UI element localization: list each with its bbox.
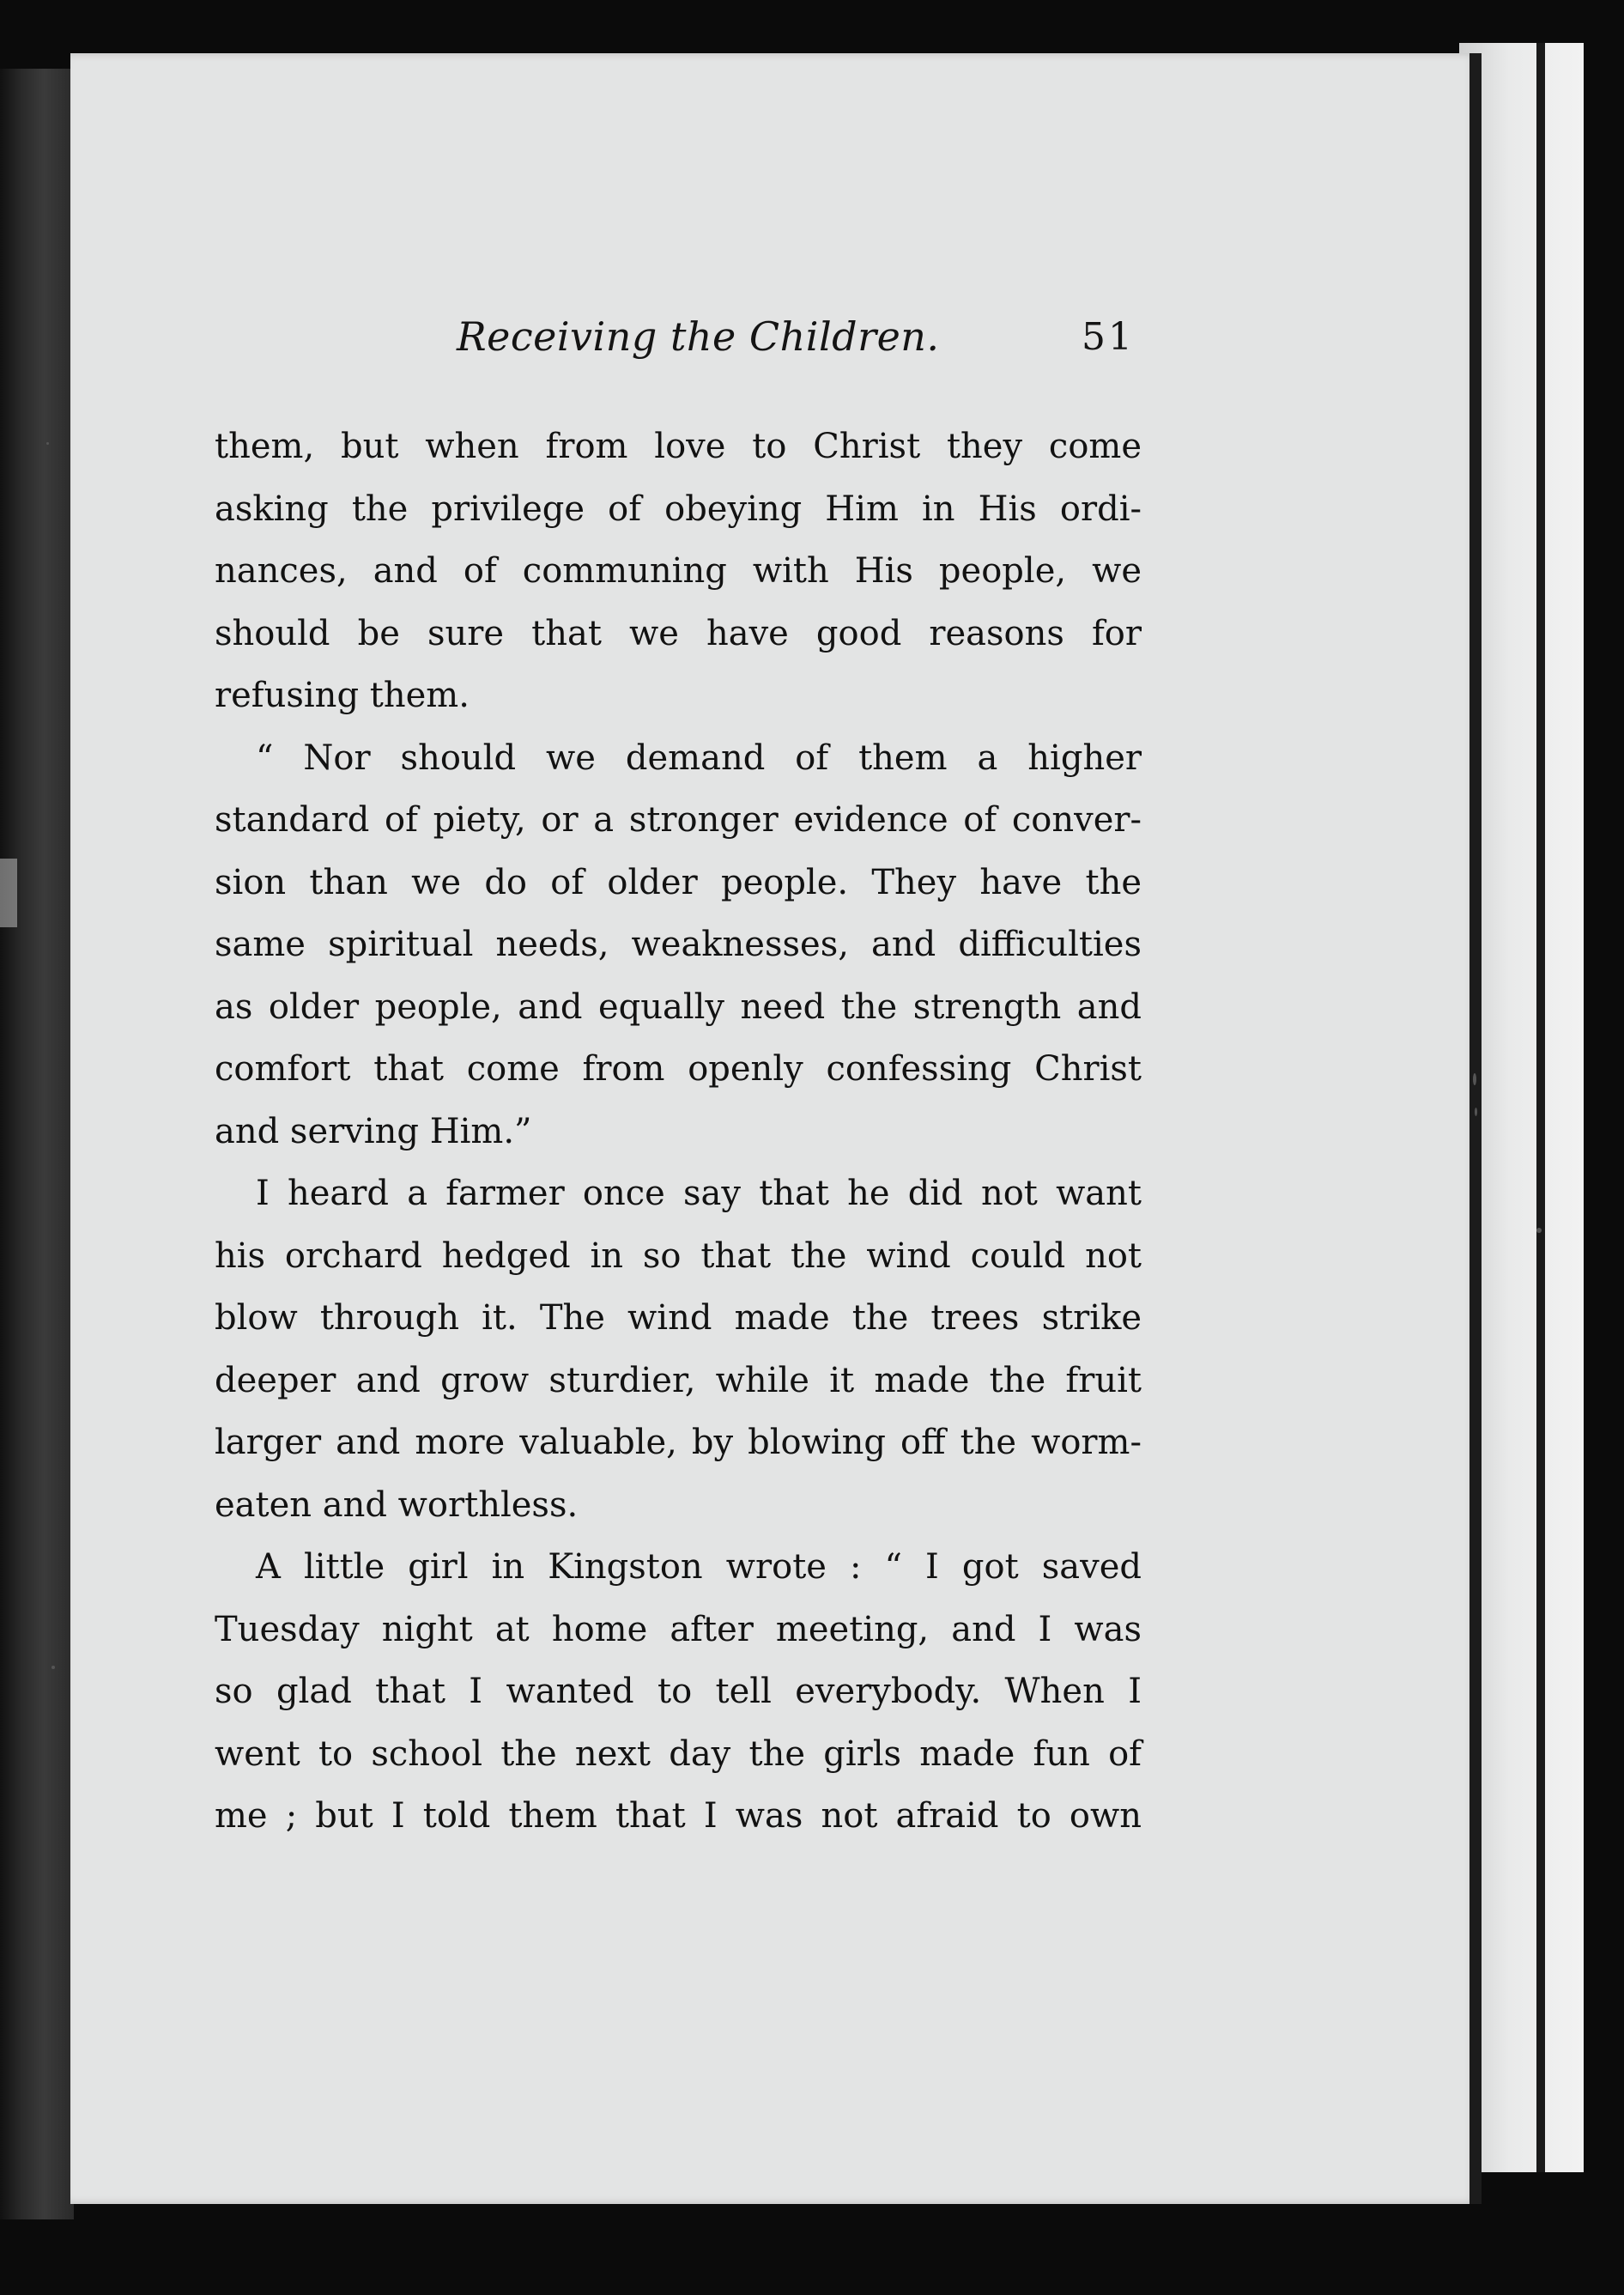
- speck: [1475, 1108, 1477, 1116]
- speck: [1536, 1228, 1542, 1233]
- text-line: went to school the next day the girls made fun of: [215, 1733, 1142, 1774]
- text-line: Tuesday night at home after meeting, and I was: [215, 1609, 1142, 1649]
- running-head-title: Receiving the Children.: [457, 313, 940, 360]
- text-line: as older people, and equally need the strength and: [215, 987, 1142, 1027]
- speck: [46, 442, 49, 445]
- text-line: I heard a farmer once say that he did not want: [256, 1174, 1142, 1213]
- facing-page-sliver: [0, 859, 17, 927]
- running-header: [0, 313, 1624, 373]
- speck: [52, 1666, 55, 1669]
- body-text: [215, 416, 1142, 1848]
- text-line: asking the privilege of obeying Him in His ordi-: [215, 489, 1142, 529]
- text-line: deeper and grow sturdier, while it made the fruit: [215, 1360, 1142, 1400]
- text-line: should be sure that we have good reasons for: [215, 613, 1142, 653]
- text-line: larger and more valuable, by blowing off the worm-: [215, 1423, 1142, 1462]
- text-line: eaten and worthless.: [215, 1484, 579, 1525]
- text-line: nances, and of communing with His people, we: [215, 551, 1142, 591]
- text-line: “ Nor should we demand of them a higher: [256, 738, 1142, 778]
- text-line: A little girl in Kingston wrote : “ I got saved: [256, 1547, 1142, 1587]
- text-line: his orchard hedged in so that the wind could not: [215, 1236, 1142, 1276]
- text-line: comfort that come from openly confessing Christ: [215, 1049, 1142, 1089]
- speck: [1473, 1073, 1476, 1085]
- text-line: refusing them.: [215, 676, 470, 715]
- text-line: so glad that I wanted to tell everybody. When I: [215, 1672, 1142, 1711]
- text-line: them, but when from love to Christ they come: [215, 427, 1142, 466]
- text-line: same spiritual needs, weaknesses, and difficulties: [215, 925, 1142, 964]
- text-line: blow through it. The wind made the trees strike: [215, 1298, 1142, 1338]
- text-line: me ; but I told them that I was not afraid to own: [215, 1796, 1142, 1836]
- page-right-edge: [1469, 53, 1482, 2204]
- text-line: standard of piety, or a stronger evidence of conver-: [215, 800, 1142, 840]
- text-line: sion than we do of older people. They have the: [215, 862, 1142, 902]
- text-line: and serving Him.”: [215, 1111, 532, 1151]
- page-number: 51: [1082, 315, 1135, 359]
- book-spine-shadow: [0, 69, 74, 2219]
